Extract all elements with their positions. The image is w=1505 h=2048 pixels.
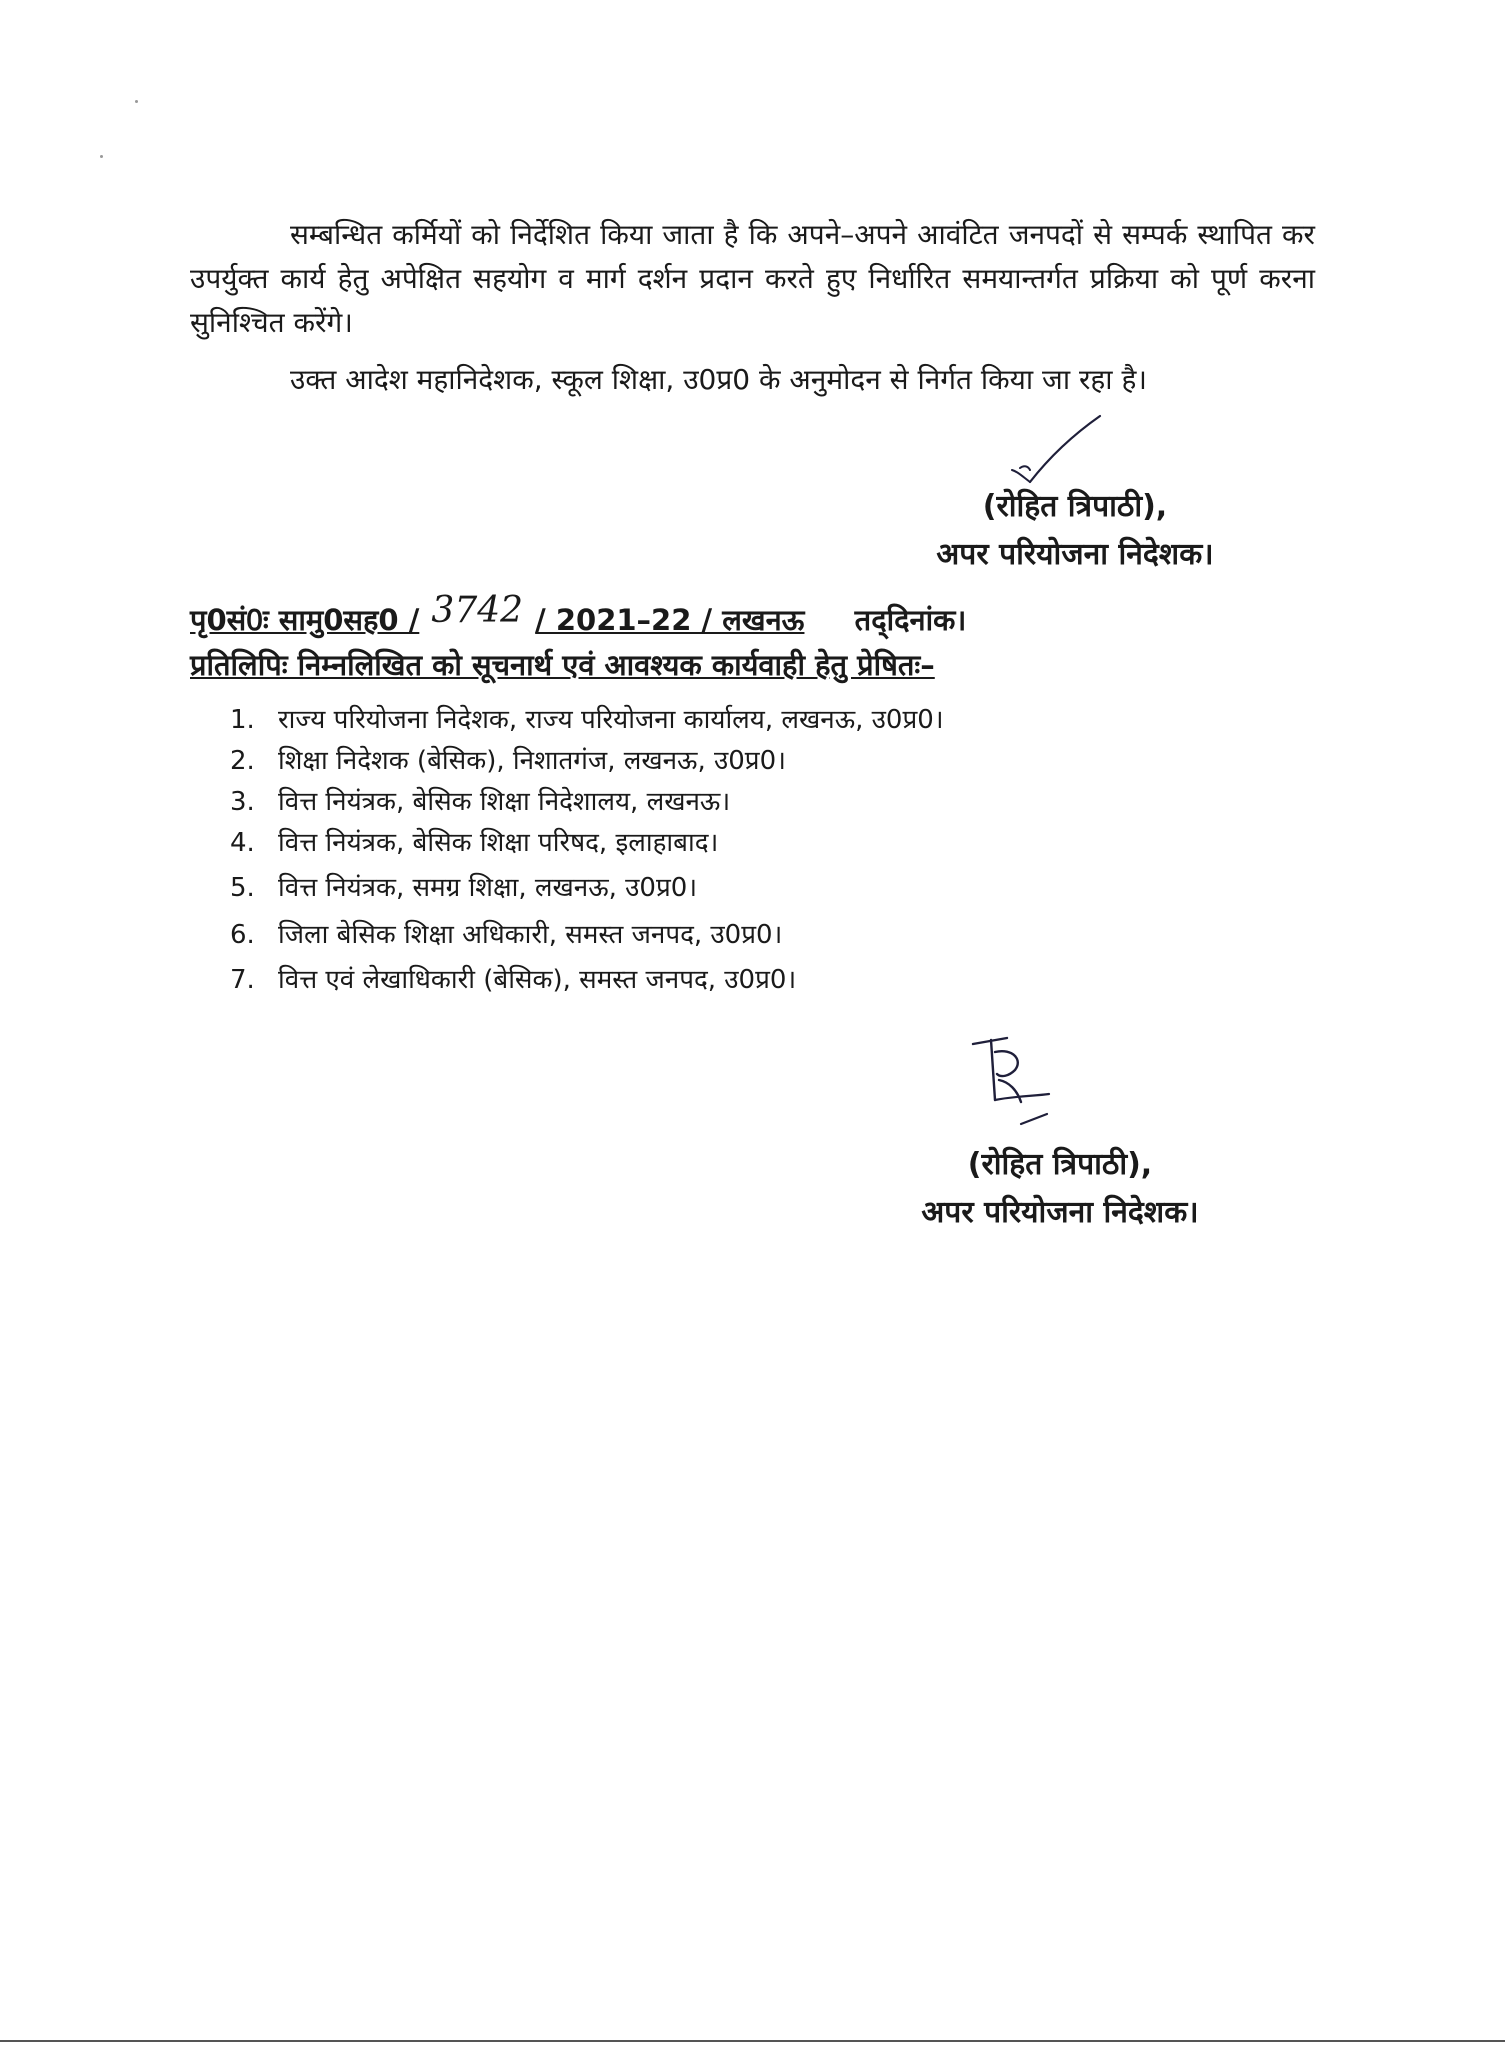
body-paragraph-2: उक्त आदेश महानिदेशक, स्कूल शिक्षा, उ0प्र0 के अनुमोदन से निर्गत किया जा रहा है। bbox=[290, 363, 1147, 396]
signatory-block-2 bbox=[880, 1141, 1240, 1237]
copy-heading: प्रतिलिपिः निम्नलिखित को सूचनार्थ एवं आवश्यक कार्यवाही हेतु प्रेषितः– bbox=[190, 648, 935, 682]
reference-number: 3742 bbox=[431, 590, 524, 631]
signatory-designation: अपर परियोजना निदेशक। bbox=[921, 1195, 1199, 1230]
reference-prefix: पृ0सं0ः सामु0सह0 / bbox=[190, 603, 420, 637]
distribution-list bbox=[230, 700, 1230, 1001]
scan-speck bbox=[135, 100, 138, 103]
list-item: 3. वित्त नियंत्रक, बेसिक शिक्षा निदेशालय, लखनऊ। bbox=[230, 787, 731, 817]
signatory-designation: अपर परियोजना निदेशक। bbox=[936, 537, 1214, 572]
signatory-block-1 bbox=[895, 483, 1255, 579]
list-item: 5. वित्त नियंत्रक, समग्र शिक्षा, लखनऊ, उ0प्र0। bbox=[230, 873, 698, 903]
signatory-name: (रोहित त्रिपाठी), bbox=[982, 489, 1168, 524]
signatory-name: (रोहित त्रिपाठी), bbox=[967, 1147, 1153, 1182]
list-item: 2. शिक्षा निदेशक (बेसिक), निशातगंज, लखनऊ, उ0प्र0। bbox=[230, 746, 786, 776]
list-item: 7. वित्त एवं लेखाधिकारी (बेसिक), समस्त जनपद, उ0प्र0। bbox=[230, 965, 797, 995]
scan-speck bbox=[100, 155, 103, 158]
reference-line bbox=[190, 590, 1090, 642]
signature-2 bbox=[965, 1030, 1065, 1130]
list-item: 4. वित्त नियंत्रक, बेसिक शिक्षा परिषद, इलाहाबाद। bbox=[230, 828, 719, 858]
list-item: 6. जिला बेसिक शिक्षा अधिकारी, समस्त जनपद, उ0प्र0। bbox=[230, 920, 783, 950]
reference-date: तद्‌दिनांक। bbox=[854, 603, 967, 637]
signature-1 bbox=[1000, 410, 1110, 490]
scan-edge-line bbox=[0, 2040, 1505, 2042]
reference-suffix: / 2021–22 / लखनऊ bbox=[535, 603, 805, 637]
body-paragraph-1: सम्बन्धित कर्मियों को निर्देशित किया जाता है कि अपने–अपने आवंटित जनपदों से सम्पर्क स्थापित कर उपर्युक्त कार्य हेतु अपेक्षित सहयोग व मार्ग दर्शन प्रदान करते हुए निर्धारित समयान्तर्गत प्रक्रिया को पूर्ण करना सुनिश्चित करेंगे। bbox=[190, 218, 1315, 339]
list-item: 1. राज्य परियोजना निदेशक, राज्य परियोजना कार्यालय, लखनऊ, उ0प्र0। bbox=[230, 705, 944, 735]
